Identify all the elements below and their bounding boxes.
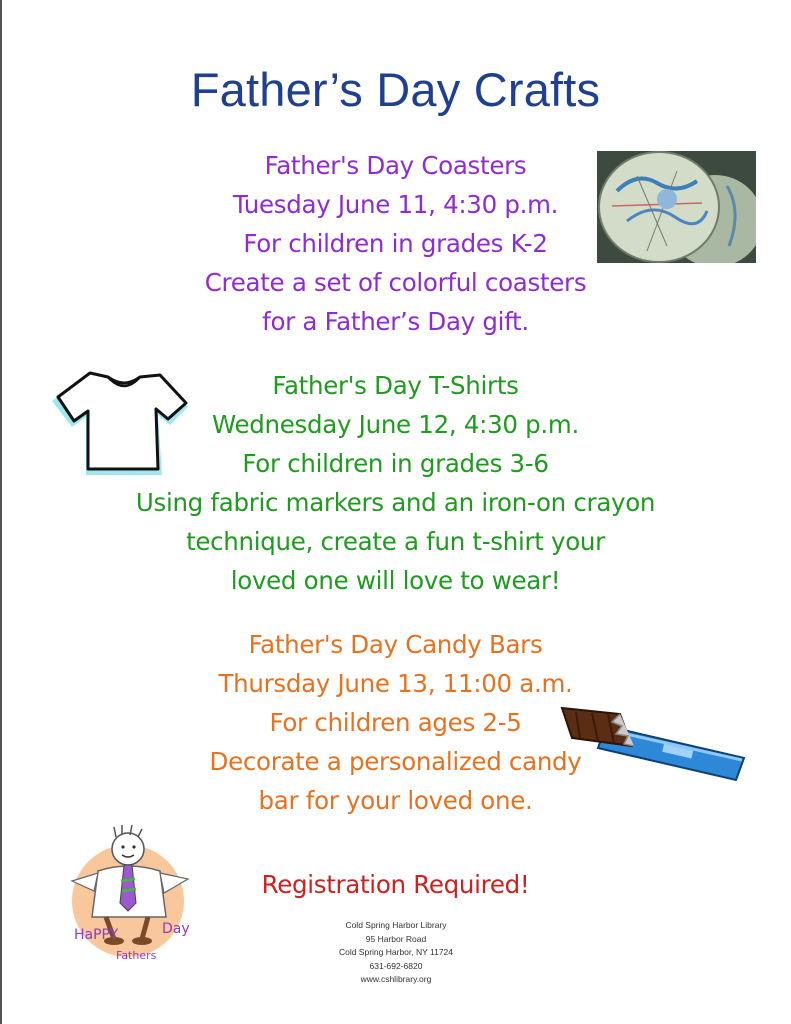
event-tshirts-desc-3: loved one will love to wear! (230, 566, 561, 595)
event-coasters-desc-2: for a Father’s Day gift. (262, 307, 529, 336)
event-candy-date: Thursday June 13, 11:00 a.m. (218, 669, 573, 698)
event-tshirts-audience: For children in grades 3-6 (242, 449, 549, 478)
address-line-phone: 631-692-6820 (369, 960, 423, 971)
clipart-day-text: Day (162, 921, 190, 937)
event-candy-name: Father's Day Candy Bars (248, 630, 543, 659)
event-candy-desc-1: Decorate a personalized candy (209, 747, 582, 776)
library-address (291, 919, 501, 987)
clipart-happy-text: HaPPY (74, 927, 119, 943)
registration-text: Registration Required! (261, 870, 530, 899)
address-line-city: Cold Spring Harbor, NY 11724 (338, 947, 454, 957)
page-title: Father’s Day Crafts (190, 63, 601, 116)
event-coasters-desc-1: Create a set of colorful coasters (204, 268, 587, 297)
event-tshirts-date: Wednesday June 12, 4:30 p.m. (212, 410, 579, 439)
event-tshirts-name: Father's Day T-Shirts (272, 371, 519, 400)
tshirt-clipart (46, 367, 196, 479)
happy-fathers-day-clipart (66, 821, 196, 961)
event-tshirts-desc-1: Using fabric markers and an iron-on crayon (135, 488, 656, 517)
address-line-website: www.cshlibrary.org (360, 974, 432, 984)
event-coasters-date: Tuesday June 11, 4:30 p.m. (232, 190, 559, 219)
candy-bar-clipart (556, 704, 748, 782)
event-coasters-name: Father's Day Coasters (264, 151, 527, 180)
event-candy-audience: For children ages 2-5 (269, 708, 522, 737)
event-candy-desc-2: bar for your loved one. (258, 786, 533, 815)
event-tshirts-desc-2: technique, create a fun t-shirt your (186, 527, 605, 556)
address-line-name: Cold Spring Harbor Library (345, 920, 447, 930)
map-coasters-photo (597, 151, 756, 263)
clipart-fathers-text: Fathers (116, 949, 157, 961)
address-line-street: 95 Harbor Road (365, 933, 427, 944)
event-coasters-audience: For children in grades K-2 (243, 229, 548, 258)
